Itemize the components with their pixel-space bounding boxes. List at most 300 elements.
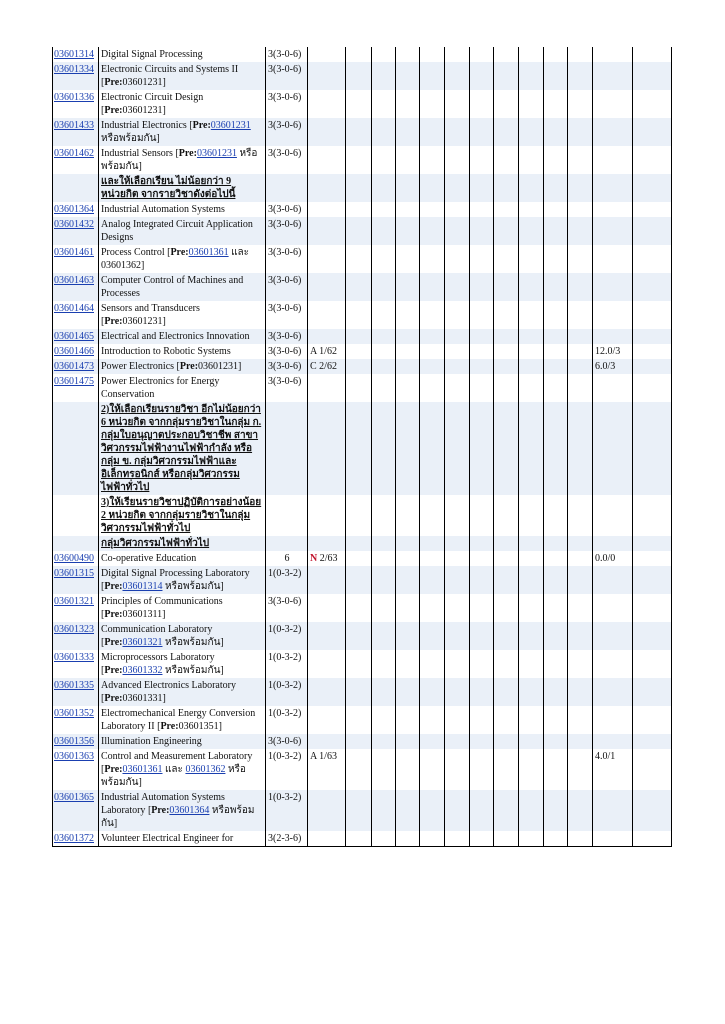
- course-row: [53, 374, 672, 402]
- empty-cell: [346, 174, 372, 202]
- course-title-cell: Digital Signal Processing Laboratory [Pre:03601314 หรือพร้อมกัน]: [99, 566, 266, 594]
- prerequisite-label: Pre:: [104, 316, 123, 327]
- gpa-cell: [593, 650, 633, 678]
- empty-cell: [420, 749, 445, 790]
- course-title: Digital Signal Processing Laboratory: [101, 568, 250, 579]
- empty-cell: [470, 650, 494, 678]
- prerequisite-label: Pre:: [104, 77, 123, 88]
- empty-cell: [494, 734, 519, 749]
- empty-cell: [445, 217, 470, 245]
- empty-cell: [470, 622, 494, 650]
- empty-cell: [633, 174, 672, 202]
- empty-cell: [633, 245, 672, 273]
- credit-cell: 3(3-0-6): [266, 273, 308, 301]
- empty-cell: [519, 329, 544, 344]
- empty-cell: [544, 749, 568, 790]
- prerequisite-suffix: หรือพร้อมกัน]: [101, 133, 160, 144]
- empty-cell: [544, 495, 568, 536]
- empty-cell: [445, 62, 470, 90]
- empty-cell: [519, 374, 544, 402]
- empty-cell: [494, 622, 519, 650]
- empty-cell: [633, 790, 672, 831]
- prerequisite-label: Pre:: [104, 581, 123, 592]
- empty-cell: [470, 678, 494, 706]
- course-title: Volunteer Electrical Engineer for: [101, 833, 234, 844]
- course-code-cell: [53, 245, 99, 273]
- prerequisite-label: Pre:: [104, 105, 123, 116]
- empty-cell: [445, 790, 470, 831]
- course-code-link[interactable]: 03601321: [54, 596, 94, 607]
- empty-cell: [494, 329, 519, 344]
- empty-cell: [396, 62, 420, 90]
- credit-cell: 3(3-0-6): [266, 118, 308, 146]
- empty-cell: [445, 146, 470, 174]
- empty-cell: [519, 594, 544, 622]
- course-title-cell: [99, 374, 266, 402]
- empty-cell: [346, 678, 372, 706]
- empty-cell: [372, 344, 396, 359]
- empty-cell: [396, 273, 420, 301]
- empty-cell: [420, 202, 445, 217]
- credit-cell: [266, 402, 308, 495]
- empty-cell: [470, 536, 494, 551]
- course-row: [53, 329, 672, 344]
- empty-cell: [494, 146, 519, 174]
- empty-cell: [445, 536, 470, 551]
- empty-cell: [544, 622, 568, 650]
- empty-cell: [470, 301, 494, 329]
- empty-cell: [346, 273, 372, 301]
- course-code-cell: [53, 790, 99, 831]
- section-heading: และให้เลือกเรียน ไม่น้อยกว่า 9 หน่วยกิต จากรายวิชาดังต่อไปนี้: [101, 176, 236, 200]
- empty-cell: [420, 622, 445, 650]
- course-code-link[interactable]: 03601336: [54, 92, 94, 103]
- empty-cell: [494, 594, 519, 622]
- course-title-cell: [99, 536, 266, 551]
- empty-cell: [420, 174, 445, 202]
- course-title-cell: [99, 831, 266, 847]
- empty-cell: [633, 551, 672, 566]
- prerequisite-suffix: หรือพร้อมกัน]: [164, 665, 224, 676]
- course-code-link[interactable]: 03601465: [54, 331, 94, 342]
- empty-cell: [568, 734, 593, 749]
- empty-cell: [372, 90, 396, 118]
- empty-cell: [372, 359, 396, 374]
- empty-cell: [544, 551, 568, 566]
- grade-cell: [308, 47, 346, 62]
- course-title: Industrial Electronics: [101, 120, 187, 131]
- prerequisite-code: 03601331: [122, 693, 163, 704]
- grade-cell: [308, 734, 346, 749]
- empty-cell: [420, 551, 445, 566]
- gpa-cell: [593, 566, 633, 594]
- empty-cell: [519, 551, 544, 566]
- empty-cell: [372, 831, 396, 847]
- course-title-cell: [99, 495, 266, 536]
- course-code-link[interactable]: 03601433: [54, 120, 94, 131]
- empty-cell: [568, 536, 593, 551]
- section-heading: 3)ให้เรียนรายวิชาปฏิบัติการอย่างน้อย 2 หน่วยกิต จากกลุ่มรายวิชาในกลุ่มวิศวกรรมไฟฟ้าทั่วไป: [101, 497, 262, 534]
- prerequisite-label: Pre:: [104, 693, 123, 704]
- empty-cell: [445, 344, 470, 359]
- empty-cell: [633, 678, 672, 706]
- course-code-link[interactable]: 03601334: [54, 64, 94, 75]
- course-title: Sensors and Transducers: [101, 303, 200, 314]
- prerequisite-link[interactable]: 03601231: [196, 148, 237, 159]
- empty-cell: [568, 301, 593, 329]
- empty-cell: [470, 273, 494, 301]
- empty-cell: [420, 790, 445, 831]
- course-code-link[interactable]: 03601372: [54, 833, 94, 844]
- empty-cell: [470, 551, 494, 566]
- prerequisite-link[interactable]: 03601231: [210, 120, 251, 131]
- empty-cell: [420, 273, 445, 301]
- empty-cell: [470, 734, 494, 749]
- gpa-cell: 0.0/0: [593, 551, 633, 566]
- course-title-cell: Microprocessors Laboratory [Pre:03601332 หรือพร้อมกัน]: [99, 650, 266, 678]
- empty-cell: [494, 273, 519, 301]
- course-code-cell: [53, 706, 99, 734]
- course-row: [53, 217, 672, 245]
- gpa-cell: [593, 536, 633, 551]
- prerequisite-code: 03601351: [178, 721, 219, 732]
- empty-cell: [420, 495, 445, 536]
- empty-cell: [396, 47, 420, 62]
- gpa-cell: [593, 245, 633, 273]
- grade-cell: [308, 551, 346, 566]
- course-table-sheet: [52, 47, 671, 847]
- empty-cell: [396, 749, 420, 790]
- empty-cell: [470, 359, 494, 374]
- empty-cell: [633, 650, 672, 678]
- empty-cell: [372, 749, 396, 790]
- empty-cell: [494, 566, 519, 594]
- empty-cell: [396, 536, 420, 551]
- course-row: [53, 551, 672, 566]
- empty-cell: [544, 678, 568, 706]
- course-code-link[interactable]: 03601356: [54, 736, 94, 747]
- empty-cell: [494, 536, 519, 551]
- empty-cell: [494, 62, 519, 90]
- course-title-cell: Advanced Electronics Laboratory [Pre:03601331]: [99, 678, 266, 706]
- course-title-cell: [99, 202, 266, 217]
- empty-cell: [420, 329, 445, 344]
- prerequisite-link[interactable]: 03601361: [188, 247, 229, 258]
- grade-cell: [308, 495, 346, 536]
- prerequisite-link[interactable]: 03601332: [122, 665, 163, 676]
- empty-cell: [346, 622, 372, 650]
- course-title-cell: [99, 174, 266, 202]
- empty-cell: [396, 359, 420, 374]
- empty-cell: [568, 495, 593, 536]
- empty-cell: [445, 202, 470, 217]
- empty-cell: [396, 301, 420, 329]
- empty-cell: [420, 245, 445, 273]
- prerequisite-code: 03601231: [122, 105, 163, 116]
- empty-cell: [568, 118, 593, 146]
- empty-cell: [445, 594, 470, 622]
- empty-cell: [494, 650, 519, 678]
- empty-cell: [372, 566, 396, 594]
- gpa-cell: [593, 47, 633, 62]
- course-title-cell: Process Control [Pre:03601361 และ 03601362]: [99, 245, 266, 273]
- empty-cell: [633, 301, 672, 329]
- credit-cell: 1(0-3-2): [266, 790, 308, 831]
- empty-cell: [396, 551, 420, 566]
- course-row: [53, 62, 672, 90]
- empty-cell: [494, 90, 519, 118]
- prerequisite-link[interactable]: 03601361: [122, 764, 163, 775]
- empty-cell: [445, 174, 470, 202]
- empty-cell: [519, 344, 544, 359]
- empty-cell: [544, 831, 568, 847]
- empty-cell: [445, 402, 470, 495]
- course-code-cell: [53, 217, 99, 245]
- gpa-cell: [593, 594, 633, 622]
- empty-cell: [346, 118, 372, 146]
- prerequisite-label: Pre:: [170, 247, 189, 258]
- empty-cell: [445, 734, 470, 749]
- grade-cell: C 2/62: [308, 359, 346, 374]
- empty-cell: [396, 402, 420, 495]
- gpa-cell: [593, 217, 633, 245]
- course-code-link[interactable]: 03601464: [54, 303, 94, 314]
- prerequisite-link[interactable]: 03601362: [185, 764, 226, 775]
- gpa-cell: [593, 62, 633, 90]
- grade-cell: [308, 174, 346, 202]
- empty-cell: [420, 536, 445, 551]
- empty-cell: [494, 706, 519, 734]
- empty-cell: [372, 329, 396, 344]
- empty-cell: [494, 301, 519, 329]
- grade-cell: [308, 622, 346, 650]
- empty-cell: [544, 174, 568, 202]
- empty-cell: [420, 62, 445, 90]
- prerequisite-suffix: หรือพร้อมกัน]: [101, 805, 255, 829]
- prerequisite-suffix: หรือพร้อมกัน]: [101, 764, 246, 788]
- empty-cell: [372, 245, 396, 273]
- course-title-cell: Industrial Automation Systems Laboratory [Pre:03601364 หรือพร้อมกัน]: [99, 790, 266, 831]
- empty-cell: [544, 734, 568, 749]
- empty-cell: [494, 749, 519, 790]
- course-code-link[interactable]: 03601475: [54, 376, 94, 387]
- empty-cell: [470, 790, 494, 831]
- grade-cell: [308, 566, 346, 594]
- course-title: Electronic Circuit Design: [101, 92, 204, 103]
- empty-cell: [396, 344, 420, 359]
- gpa-cell: [593, 734, 633, 749]
- empty-cell: [420, 678, 445, 706]
- empty-cell: [544, 790, 568, 831]
- prerequisite-code: 03601231: [122, 77, 163, 88]
- empty-cell: [396, 118, 420, 146]
- empty-cell: [519, 749, 544, 790]
- empty-cell: [420, 706, 445, 734]
- empty-cell: [470, 706, 494, 734]
- empty-cell: [568, 374, 593, 402]
- grade-cell: [308, 374, 346, 402]
- course-code-link[interactable]: 03601473: [54, 361, 94, 372]
- empty-cell: [519, 47, 544, 62]
- empty-cell: [633, 831, 672, 847]
- gpa-cell: [593, 273, 633, 301]
- credit-cell: [266, 536, 308, 551]
- empty-cell: [396, 622, 420, 650]
- course-code-link[interactable]: 03601315: [54, 568, 94, 579]
- empty-cell: [519, 90, 544, 118]
- course-title: Industrial Automation Systems Laboratory: [101, 792, 225, 816]
- empty-cell: [420, 650, 445, 678]
- empty-cell: [346, 566, 372, 594]
- empty-cell: [445, 374, 470, 402]
- course-title-cell: [99, 47, 266, 62]
- section-heading-row: [53, 402, 672, 495]
- credit-cell: 1(0-3-2): [266, 706, 308, 734]
- empty-cell: [633, 536, 672, 551]
- prerequisite-link[interactable]: 03601314: [122, 581, 163, 592]
- empty-cell: [568, 566, 593, 594]
- course-title-cell: [99, 344, 266, 359]
- course-title: Illumination Engineering: [101, 736, 202, 747]
- course-title-cell: [99, 734, 266, 749]
- course-code-link[interactable]: 03601463: [54, 275, 94, 286]
- prerequisite-suffix: หรือพร้อมกัน]: [101, 148, 258, 172]
- empty-cell: [396, 566, 420, 594]
- course-title: Communication Laboratory: [101, 624, 213, 635]
- empty-cell: [544, 47, 568, 62]
- course-code-link[interactable]: 03601462: [54, 148, 94, 159]
- credit-cell: 3(3-0-6): [266, 217, 308, 245]
- credit-cell: 3(3-0-6): [266, 62, 308, 90]
- empty-cell: [445, 566, 470, 594]
- empty-cell: [445, 329, 470, 344]
- course-row: [53, 594, 672, 622]
- empty-cell: [519, 495, 544, 536]
- empty-cell: [633, 202, 672, 217]
- course-row: [53, 47, 672, 62]
- course-code-link[interactable]: 03601466: [54, 346, 94, 357]
- course-code-cell: [53, 174, 99, 202]
- grade-cell: [308, 217, 346, 245]
- empty-cell: [372, 273, 396, 301]
- course-code-link[interactable]: 03601432: [54, 219, 94, 230]
- prerequisite-label: Pre:: [179, 361, 199, 372]
- prerequisite-link[interactable]: 03601321: [122, 637, 163, 648]
- empty-cell: [519, 734, 544, 749]
- course-code-link[interactable]: 03601323: [54, 624, 94, 635]
- empty-cell: [420, 374, 445, 402]
- course-code-link[interactable]: 03601365: [54, 792, 94, 803]
- empty-cell: [544, 650, 568, 678]
- course-code-link[interactable]: 03601335: [54, 680, 94, 691]
- empty-cell: [470, 344, 494, 359]
- empty-cell: [519, 650, 544, 678]
- empty-cell: [568, 273, 593, 301]
- empty-cell: [445, 301, 470, 329]
- empty-cell: [445, 551, 470, 566]
- credit-cell: 3(3-0-6): [266, 47, 308, 62]
- empty-cell: [445, 118, 470, 146]
- grade-cell: [308, 329, 346, 344]
- gpa-cell: [593, 90, 633, 118]
- empty-cell: [470, 831, 494, 847]
- course-code-link[interactable]: 03601352: [54, 708, 94, 719]
- course-row: [53, 831, 672, 847]
- grade-letter: N: [310, 553, 318, 564]
- empty-cell: [445, 678, 470, 706]
- empty-cell: [346, 146, 372, 174]
- grade-cell: [308, 245, 346, 273]
- empty-cell: [396, 217, 420, 245]
- course-code-cell: [53, 273, 99, 301]
- grade-cell: [308, 536, 346, 551]
- course-title: Co-operative Education: [101, 553, 197, 564]
- prerequisite-code: 03601311: [122, 609, 163, 620]
- credit-cell: 3(3-0-6): [266, 301, 308, 329]
- empty-cell: [372, 301, 396, 329]
- section-heading-row: [53, 536, 672, 551]
- course-code-cell: [53, 359, 99, 374]
- empty-cell: [568, 790, 593, 831]
- empty-cell: [544, 245, 568, 273]
- course-title: Electronic Circuits and Systems II: [101, 64, 239, 75]
- empty-cell: [519, 831, 544, 847]
- course-code-link[interactable]: 03601314: [54, 49, 94, 60]
- course-code-link[interactable]: 03601364: [54, 204, 94, 215]
- course-title: Power Electronics: [101, 361, 175, 372]
- course-row: [53, 273, 672, 301]
- empty-cell: [420, 831, 445, 847]
- section-heading: กลุ่มวิศวกรรมไฟฟ้าทั่วไป: [101, 538, 210, 549]
- empty-cell: [568, 174, 593, 202]
- gpa-cell: 4.0/1: [593, 749, 633, 790]
- empty-cell: [470, 146, 494, 174]
- course-table: [52, 47, 672, 847]
- course-title-cell: [99, 217, 266, 245]
- course-title-cell: Electronic Circuits and Systems II [Pre:03601231]: [99, 62, 266, 90]
- course-row: [53, 566, 672, 594]
- credit-cell: 3(3-0-6): [266, 344, 308, 359]
- gpa-cell: [593, 329, 633, 344]
- prerequisite-link[interactable]: 03601364: [169, 805, 210, 816]
- empty-cell: [494, 790, 519, 831]
- empty-cell: [494, 245, 519, 273]
- course-code-link[interactable]: 03601333: [54, 652, 94, 663]
- course-code-cell: [53, 622, 99, 650]
- empty-cell: [470, 90, 494, 118]
- course-code-cell: [53, 374, 99, 402]
- empty-cell: [346, 90, 372, 118]
- empty-cell: [346, 650, 372, 678]
- empty-cell: [396, 650, 420, 678]
- course-row: [53, 146, 672, 174]
- empty-cell: [568, 62, 593, 90]
- course-row: [53, 678, 672, 706]
- course-code-cell: [53, 566, 99, 594]
- empty-cell: [372, 650, 396, 678]
- empty-cell: [346, 245, 372, 273]
- course-code-cell: [53, 495, 99, 536]
- course-code-link[interactable]: 03601461: [54, 247, 94, 258]
- empty-cell: [420, 344, 445, 359]
- course-code-link[interactable]: 03601363: [54, 751, 94, 762]
- empty-cell: [519, 706, 544, 734]
- empty-cell: [420, 118, 445, 146]
- empty-cell: [544, 62, 568, 90]
- course-code-link[interactable]: 03600490: [54, 553, 94, 564]
- course-code-cell: [53, 594, 99, 622]
- credit-cell: 3(3-0-6): [266, 90, 308, 118]
